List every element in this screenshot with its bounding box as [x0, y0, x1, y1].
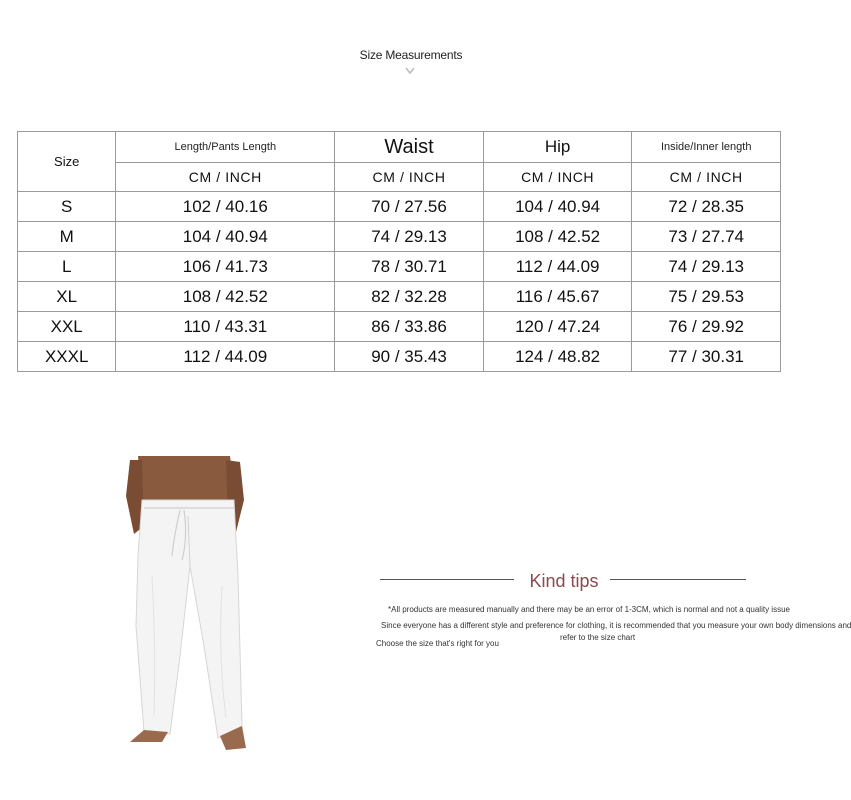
inside-header: Inside/Inner length — [632, 132, 781, 163]
hip-cell: 104 / 40.94 — [483, 192, 632, 222]
inside-cell: 73 / 27.74 — [632, 222, 781, 252]
size-cell: M — [18, 222, 116, 252]
waist-cell: 78 / 30.71 — [335, 252, 484, 282]
hip-cell: 108 / 42.52 — [483, 222, 632, 252]
inside-cell: 77 / 30.31 — [632, 342, 781, 372]
size-cell: S — [18, 192, 116, 222]
tip-line-1: *All products are measured manually and there may be an error of 1-3CM, which is normal and not a quality issue — [388, 605, 790, 614]
table-row — [18, 312, 781, 342]
torso-shape — [138, 456, 234, 506]
size-cell: L — [18, 252, 116, 282]
hip-unit: CM / INCH — [483, 163, 632, 192]
table-row — [18, 252, 781, 282]
waist-cell: 90 / 35.43 — [335, 342, 484, 372]
inside-cell: 76 / 29.92 — [632, 312, 781, 342]
tip-line-4: Choose the size that's right for you — [376, 639, 499, 648]
table-row — [18, 282, 781, 312]
length-unit: CM / INCH — [116, 163, 335, 192]
hip-cell: 116 / 45.67 — [483, 282, 632, 312]
length-cell: 108 / 42.52 — [116, 282, 335, 312]
inside-cell: 74 / 29.13 — [632, 252, 781, 282]
page-title: Size Measurements — [359, 48, 463, 62]
length-header: Length/Pants Length — [116, 132, 335, 163]
hip-header: Hip — [483, 132, 632, 163]
waist-unit: CM / INCH — [335, 163, 484, 192]
length-cell: 112 / 44.09 — [116, 342, 335, 372]
length-cell: 102 / 40.16 — [116, 192, 335, 222]
waist-header: Waist — [335, 132, 484, 163]
length-cell: 110 / 43.31 — [116, 312, 335, 342]
tips-divider-left — [380, 579, 514, 580]
length-cell: 104 / 40.94 — [116, 222, 335, 252]
waist-cell: 86 / 33.86 — [335, 312, 484, 342]
size-cell: XL — [18, 282, 116, 312]
product-image — [122, 456, 254, 756]
unit-row — [18, 163, 781, 192]
inside-unit: CM / INCH — [632, 163, 781, 192]
waist-cell: 70 / 27.56 — [335, 192, 484, 222]
size-header: Size — [18, 132, 116, 192]
hip-cell: 120 / 47.24 — [483, 312, 632, 342]
length-cell: 106 / 41.73 — [116, 252, 335, 282]
hip-cell: 112 / 44.09 — [483, 252, 632, 282]
size-cell: XXL — [18, 312, 116, 342]
tips-title: Kind tips — [529, 571, 599, 591]
table-row — [18, 192, 781, 222]
table-row — [18, 222, 781, 252]
size-table — [17, 131, 781, 372]
tip-line-3: refer to the size chart — [560, 633, 636, 642]
tip-line-2: Since everyone has a different style and preference for clothing, it is recommended that you measure your own body dimensions and — [381, 621, 851, 630]
waist-cell: 74 / 29.13 — [335, 222, 484, 252]
tips-divider-right — [610, 579, 746, 580]
waist-cell: 82 / 32.28 — [335, 282, 484, 312]
chevron-down-icon — [404, 64, 416, 76]
hip-cell: 124 / 48.82 — [483, 342, 632, 372]
inside-cell: 72 / 28.35 — [632, 192, 781, 222]
size-cell: XXXL — [18, 342, 116, 372]
header-row — [18, 132, 781, 163]
inside-cell: 75 / 29.53 — [632, 282, 781, 312]
table-row — [18, 342, 781, 372]
left-foot-shape — [130, 730, 168, 742]
